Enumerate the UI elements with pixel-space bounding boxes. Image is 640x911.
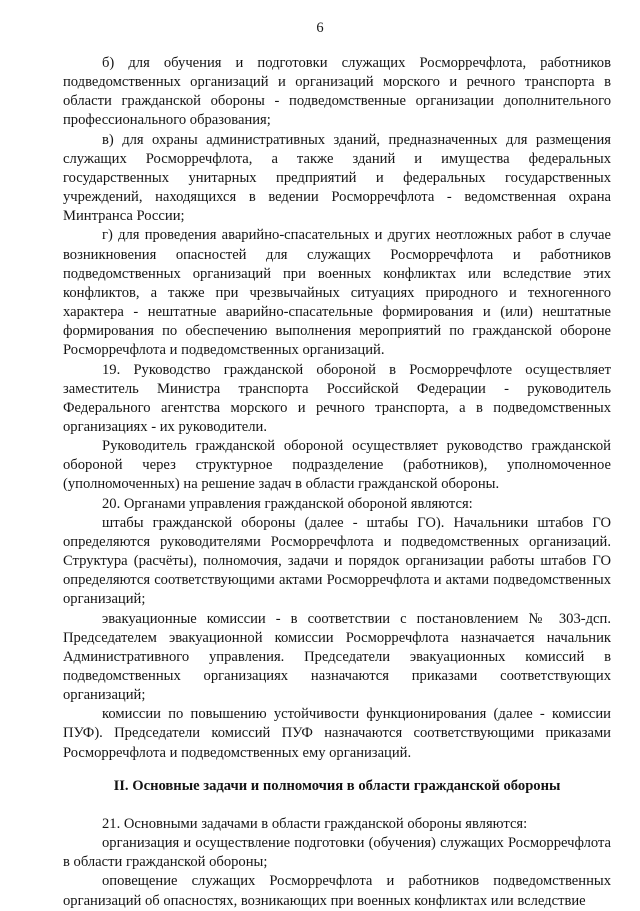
paragraph-20-evacuation: эвакуационные комиссии - в соответствии с постановлением № 303-дсп. Председателем эвакуационной комиссии Росморречфлота назначается начальник Административного управления. Председатели эвакуационных комиссий в подведомственных организациях назначаются приказами соответствующих организаций; bbox=[63, 610, 611, 704]
paragraph-20-staffs: штабы гражданской обороны (далее - штабы ГО). Начальники штабов ГО определяются руководителями Росморречфлота и подведомственных организаций. Структура (расчёты), полномочия, задачи и порядок организации работы штабов ГО определяются соответствующими актами Росморречфлота и актами подведомственных организаций; bbox=[63, 514, 611, 608]
page-number: 6 bbox=[316, 20, 324, 36]
paragraph-20-puf: комиссии по повышению устойчивости функционирования (далее - комиссии ПУФ). Председатели комиссий ПУФ назначаются соответствующими приказами Росморречфлота и подведомственных ему организаций. bbox=[63, 706, 611, 761]
paragraph-21-training: организация и осуществление подготовки (обучения) служащих Росморречфлота в области гражданской обороны; bbox=[63, 835, 611, 871]
paragraph-21-notification: оповещение служащих Росморречфлота и работников подведомственных организаций об опасностях, возникающих при военных конфликтах или вследствие bbox=[63, 873, 611, 909]
paragraph-20: 20. Органами управления гражданской обороной являются: bbox=[102, 495, 473, 512]
document-body bbox=[63, 54, 611, 911]
paragraph-19-leader: Руководитель гражданской обороной осуществляет руководство гражданской обороной через структурное подразделение (работников), уполномоченное (уполномоченных) на решение задач в области гражданской обороны. bbox=[63, 438, 611, 493]
paragraph-18g: г) для проведения аварийно-спасательных и других неотложных работ в случае возникновения опасностей для служащих Росморречфлота и работников подведомственных организаций при военных конфликтах или вследствие этих конфликтов, а также при чрезвычайных ситуациях природного и техногенного характера - нештатные аварийно-спасательные формирования и (или) нештатные формирования по обеспечению выполнения мероприятий по гражданской обороне Росморречфлота и подведомственных организаций. bbox=[63, 227, 611, 359]
paragraph-18v: в) для охраны административных зданий, предназначенных для размещения служащих Росморречфлота, а также зданий и имущества федеральных государственных унитарных предприятий и федеральных государственных учреждений, находящихся в ведении Росморречфлота - ведомственная охрана Минтранса России; bbox=[63, 131, 611, 225]
section-heading: II. Основные задачи и полномочия в области гражданской обороны bbox=[113, 777, 561, 794]
paragraph-18b: б) для обучения и подготовки служащих Росморречфлота, работников подведомственных организаций и организаций морского и речного транспорта в области гражданской обороны - подведомственные организации дополнительного профессионального образования; bbox=[63, 55, 611, 129]
paragraph-21: 21. Основными задачами в области гражданской обороны являются: bbox=[102, 815, 528, 832]
paragraph-19: 19. Руководство гражданской обороной в Росморречфлоте осуществляет заместитель Министра транспорта Российской Федерации - руководитель Федерального агентства морского и речного транспорта, а в подведомственных организациях - их руководители. bbox=[63, 361, 611, 435]
